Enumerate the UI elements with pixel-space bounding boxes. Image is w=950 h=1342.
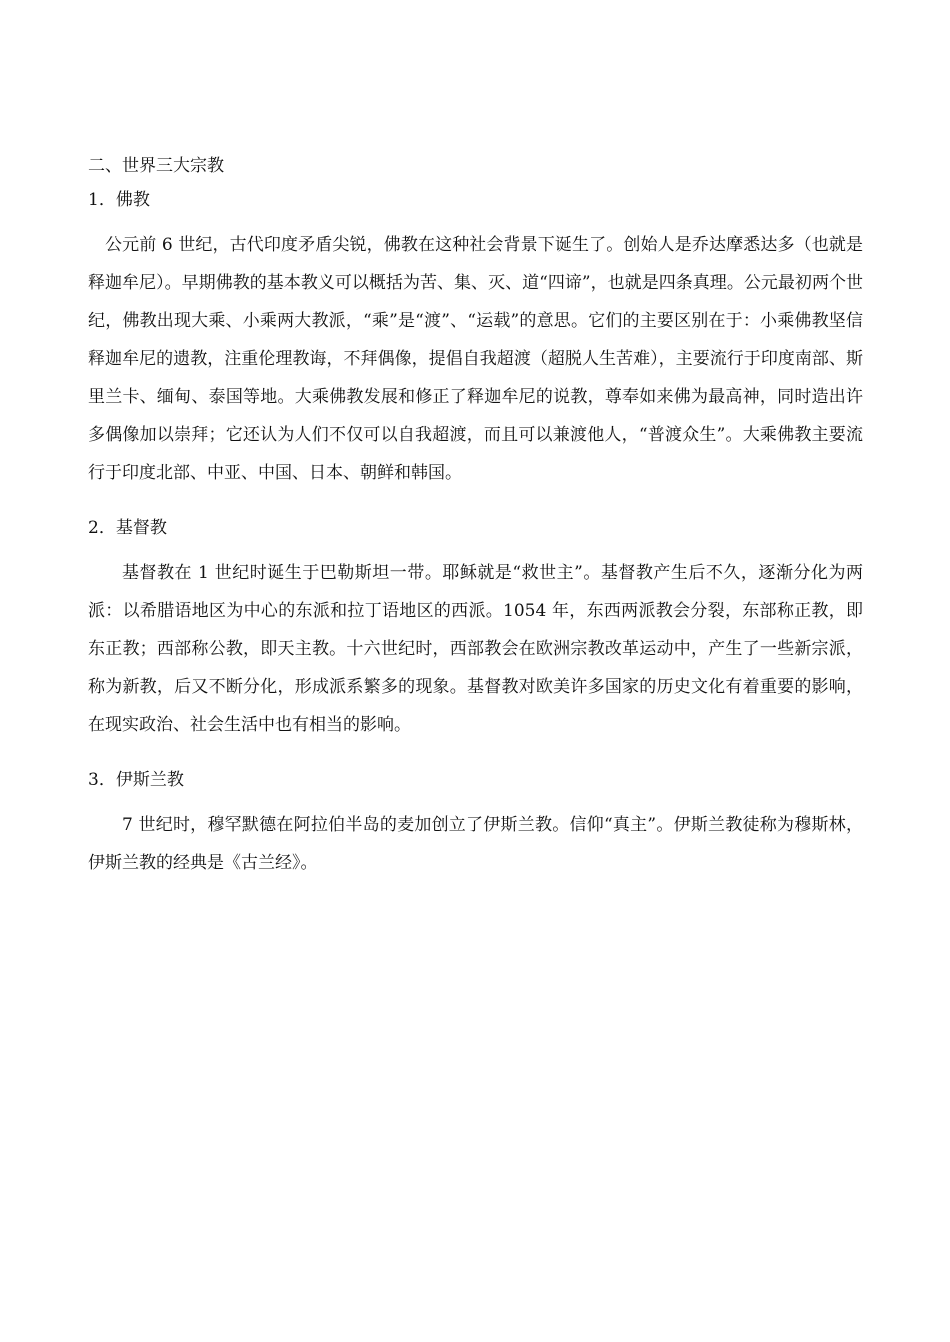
section-paragraph-buddhism: 公元前 6 世纪，古代印度矛盾尖锐，佛教在这种社会背景下诞生了。创始人是乔达摩悉达多（也就是释迦牟尼）。早期佛教的基本教义可以概括为苦、集、灭、道“四谛”，也就是四条真理。公元最初两个世纪，佛教出现大乘、小乘两大教派，“乘”是“渡”、“运载”的意思。它们的主要区别在于：小乘佛教坚信释迦牟尼的遗教，注重伦理教诲，不拜偶像，提倡自我超渡（超脱人生苦难），主要流行于印度南部、斯里兰卡、缅甸、泰国等地。大乘佛教发展和修正了释迦牟尼的说教，尊奉如来佛为最高神，同时造出许多偶像加以崇拜；它还认为人们不仅可以自我超渡，而且可以兼渡他人，“普渡众生”。大乘佛教主要流行于印度北部、中亚、中国、日本、朝鲜和韩国。 xyxy=(88,235,863,483)
section-heading-christianity: 2．基督教 xyxy=(88,518,167,538)
section-spacer xyxy=(88,744,863,764)
section-paragraph-islam: 7 世纪时，穆罕默德在阿拉伯半岛的麦加创立了伊斯兰教。信仰“真主”。伊斯兰教徒称为穆斯林，伊斯兰教的经典是《古兰经》。 xyxy=(88,815,863,873)
section-heading-buddhism: 1．佛教 xyxy=(88,190,150,210)
section-paragraph-christianity: 基督教在 1 世纪时诞生于巴勒斯坦一带。耶稣就是“救世主”。基督教产生后不久，逐渐分化为两派：以希腊语地区为中心的东派和拉丁语地区的西派。1054 年，东西两派教会分裂，东部称正教，即东正教；西部称公教，即天主教。十六世纪时，西部教会在欧洲宗教改革运动中，产生了一些新宗派，称为新教，后又不断分化，形成派系繁多的现象。基督教对欧美许多国家的历史文化有着重要的影响，在现实政治、社会生活中也有相当的影响。 xyxy=(88,563,863,735)
document-page xyxy=(88,150,863,882)
section-heading-islam: 3．伊斯兰教 xyxy=(88,770,184,790)
section-spacer xyxy=(88,492,863,512)
document-title: 二、世界三大宗教 xyxy=(88,156,224,176)
